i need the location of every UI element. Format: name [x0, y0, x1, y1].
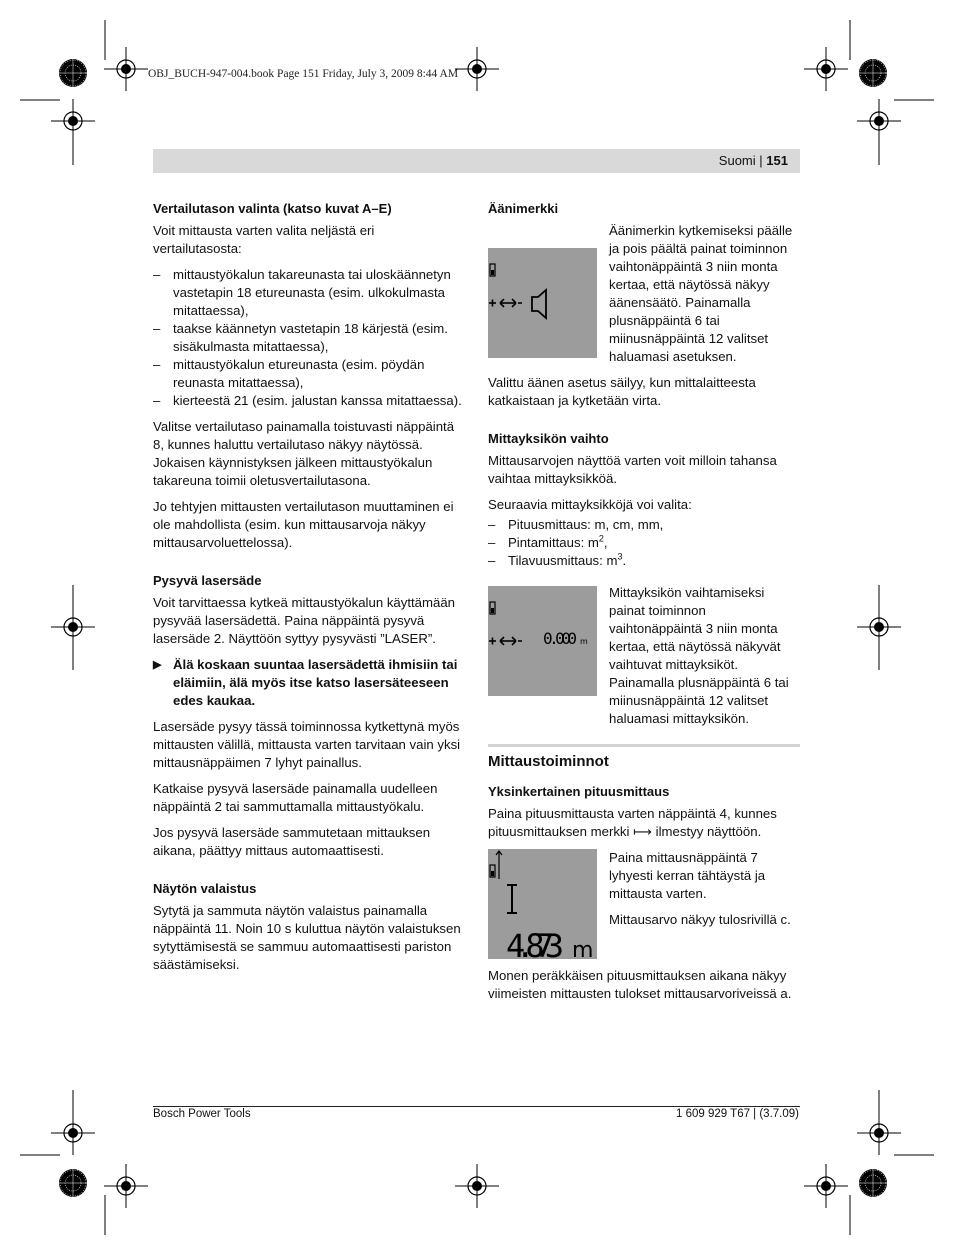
unit-change-heading: Mittayksikön vaihto	[488, 431, 609, 446]
list-item: – Pituusmittaus: m, cm, mm,	[488, 516, 800, 534]
paragraph: Mittausarvo näkyy tulosrivillä c.	[609, 912, 791, 927]
single-measure-block	[488, 849, 800, 959]
right-column	[488, 200, 800, 1011]
reference-level-list	[153, 266, 465, 410]
left-column	[153, 200, 465, 982]
paragraph: Valitse vertailutaso painamalla toistuvasti näppäintä 8, kunnes haluttu vertailutaso näkyy näytössä. Jokaisen käynnistyksen jälkeen mittaustyökalun takareuna toimii oletusvertailutasona.	[153, 419, 455, 488]
safety-warning	[153, 656, 465, 710]
list-item: – kierteestä 21 (esim. jalustan kanssa mitattaessa).	[153, 392, 465, 410]
paragraph: Paina pituusmittausta varten näppäintä 4, kunnes pituusmittauksen merkki ⟼ ilmestyy näyttöön.	[488, 806, 777, 839]
list-item: – taakse käännetyn vastetapin 18 kärjestä (esim. sisäkulmasta mitattaessa),	[153, 320, 465, 356]
header-separator: |	[759, 153, 763, 168]
sound-text: Äänimerkin kytkemiseksi päälle ja pois päältä painat toiminnon vaihtonäppäintä 3 niin monta kertaa, että näytössä näkyy äänensäätö. Painamalla plusnäppäintä 6 tai miinusnäppäintä 12 valitset haluamasi asetuksen.	[609, 223, 793, 364]
footer-doc-number: 1 609 929 T67 | (3.7.09)	[676, 1108, 799, 1120]
section-divider	[488, 744, 800, 747]
unit-text: Mittayksikön vaihtamiseksi painat toiminnon vaihtonäppäintä 3 niin monta kertaa, että näytössä näkyvät vaihtuvat mittayksiköt. Painamalla plusnäppäintä 6 tai miinusnäppäintä 12 valitset haluamasi mittayksikön.	[609, 585, 789, 726]
lcd-unit-label: m	[580, 637, 588, 646]
print-slug: OBJ_BUCH-947-004.book Page 151 Friday, July 3, 2009 8:44 AM	[148, 68, 459, 80]
list-item: – Pintamittaus: $m^2$,	[488, 534, 800, 552]
header-language: Suomi	[718, 153, 756, 168]
lcd-single-figure	[488, 849, 597, 959]
paragraph: Paina mittausnäppäintä 7 lyhyesti kerran tähtäystä ja mittausta varten.	[609, 850, 766, 901]
list-item: – mittaustyökalun takareunasta tai uloskäännetyn vastetapin 18 etureunasta (esim. ulkokulmasta mitattaessa),	[153, 266, 465, 320]
paragraph: Katkaise pysyvä lasersäde painamalla uudelleen näppäintä 2 tai sammuttamalla mittaustyökalu.	[153, 781, 438, 814]
reference-level-heading: Vertailutason valinta (katso kuvat A–E)	[153, 201, 392, 216]
lcd-unit-figure	[488, 586, 597, 696]
paragraph: Valittu äänen asetus säilyy, kun mittalaitteesta katkaistaan ja kytketään virta.	[488, 375, 756, 408]
single-length-heading: Yksinkertainen pituusmittaus	[488, 784, 670, 799]
footer-divider	[153, 1106, 800, 1107]
list-item: – mittaustyökalun etureunasta (esim. pöydän reunasta mitattaessa),	[153, 356, 465, 392]
paragraph: Monen peräkkäisen pituusmittauksen aikana näkyy viimeisten mittausten tulokset mittausarvoriveissä a.	[488, 968, 792, 1001]
paragraph: Seuraavia mittayksikköjä voi valita:	[488, 497, 692, 512]
sound-heading: Äänimerkki	[488, 201, 559, 216]
lcd-unit-value: 0.000	[543, 629, 577, 648]
paragraph: Jos pysyvä lasersäde sammutetaan mittauksen aikana, päättyy mittaus automaattisesti.	[153, 825, 431, 858]
unit-block	[488, 584, 800, 728]
paragraph: Lasersäde pysyy tässä toiminnossa kytkettynä myös mittausten välillä, mittausta varten tarvitaan vain yksi mittausnäppäimen 7 lyhyt painallus.	[153, 719, 461, 770]
page-header	[153, 149, 800, 173]
lcd-single-value: 4.873	[506, 927, 564, 959]
single-text	[609, 849, 800, 929]
list-item: – Tilavuusmittaus: $m^3$.	[488, 552, 800, 570]
paragraph: Mittausarvojen näyttöä varten voit milloin tahansa vaihtaa mittayksikköä.	[488, 453, 777, 486]
continuous-laser-heading: Pysyvä lasersäde	[153, 573, 262, 588]
display-light-heading: Näytön valaistus	[153, 881, 257, 896]
warning-text: Älä koskaan suuntaa lasersädettä ihmisiin tai eläimiin, älä myös itse katso lasersäteeseen edes kaukaa.	[173, 657, 458, 708]
triangle-bullet-icon: ▶	[153, 659, 162, 671]
paragraph: Jo tehtyjen mittausten vertailutason muuttaminen ei ole mahdollista (esim. kun mittausarvoja näkyy mittausarvoluettelossa).	[153, 499, 454, 550]
paragraph: Voit mittausta varten valita neljästä eri vertailutasosta:	[153, 223, 375, 256]
header-text	[719, 153, 788, 168]
paragraph: Sytytä ja sammuta näytön valaistus painamalla näppäintä 11. Noin 10 s kuluttua näytön valaistuksen sytyttämisestä se sammuu automaattisesti pariston säästämiseksi.	[153, 903, 461, 972]
measuring-functions-heading: Mittaustoiminnot	[488, 753, 609, 770]
lcd-single-unit: m	[572, 938, 594, 959]
sound-block	[488, 222, 800, 366]
unit-list	[488, 516, 800, 570]
page-number: 151	[766, 153, 788, 168]
lcd-sound-figure	[488, 248, 597, 358]
footer-brand: Bosch Power Tools	[153, 1108, 251, 1120]
paragraph: Voit tarvittaessa kytkeä mittaustyökalun käyttämään pysyvää lasersädettä. Paina näppäintä pysyvä lasersäde 2. Näyttöön syttyy pysyvästi ”LASER”.	[153, 595, 455, 646]
